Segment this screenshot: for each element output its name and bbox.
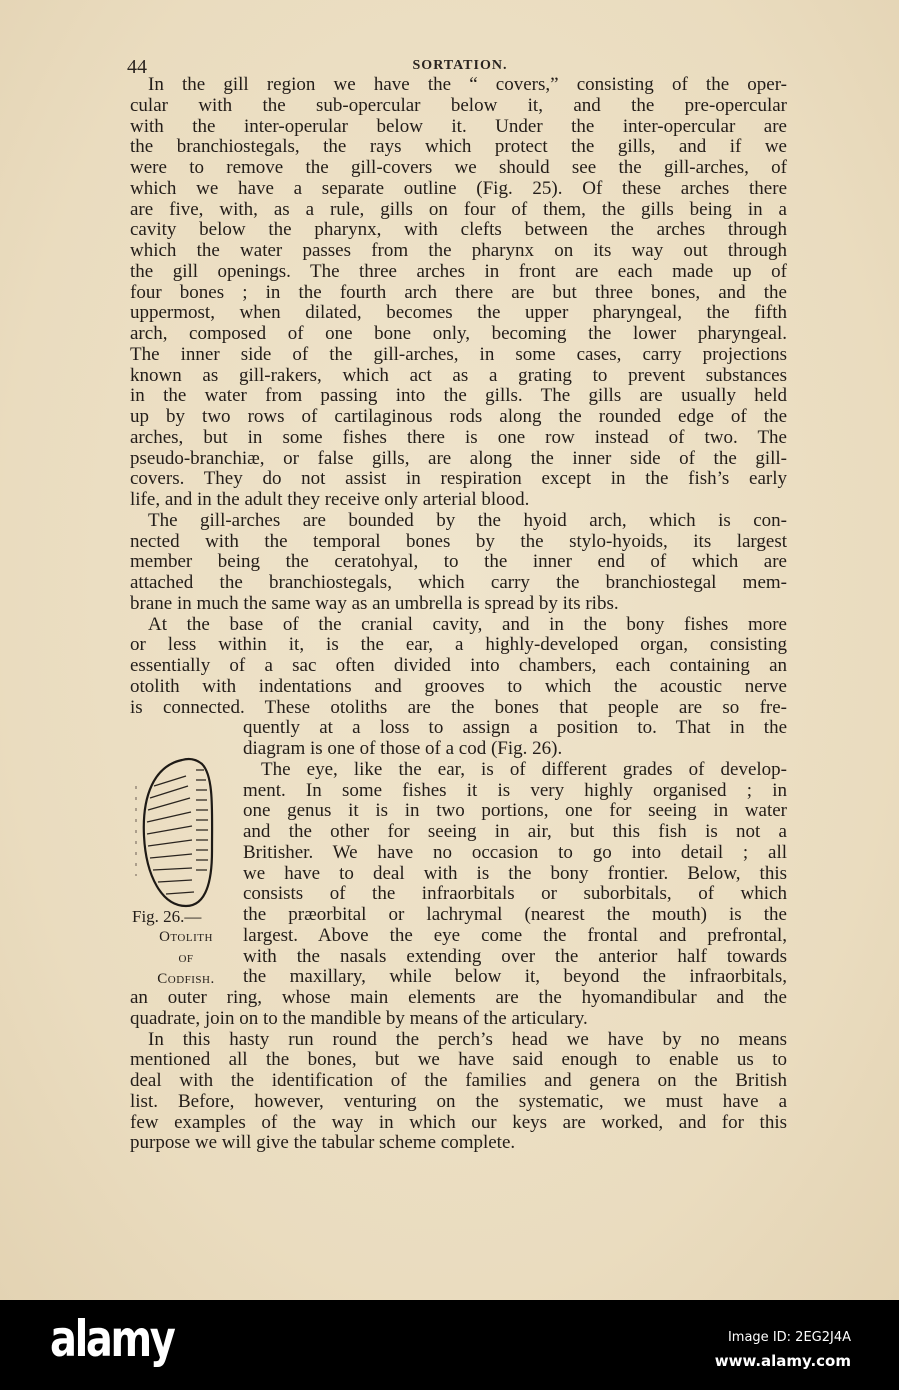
page-number: 44 bbox=[127, 56, 147, 78]
figure-caption bbox=[132, 906, 240, 990]
text-line: the branchiostegals, the rays which protect the gills, and if we bbox=[130, 136, 787, 158]
text-line: we have to deal with is the bony frontier. Below, this bbox=[243, 862, 787, 884]
caption-fig-number: Fig. 26.— bbox=[132, 907, 202, 926]
caption-title: Codfish. bbox=[157, 971, 215, 987]
text-line: are five, with, as a rule, gills on four of them, the gills being in a bbox=[130, 198, 787, 220]
text-line: quadrate, join on to the mandible by means of the articulary. bbox=[130, 1007, 588, 1029]
text-line: which we have a separate outline (Fig. 25). Of these arches there bbox=[130, 177, 787, 199]
text-line: an outer ring, whose main elements are the hyomandibular and the bbox=[130, 987, 787, 1008]
text-line: the præorbital or lachrymal (nearest the mouth) is the bbox=[243, 904, 787, 925]
body-text bbox=[130, 75, 787, 1154]
text-line: The eye, like the ear, is of different grades of develop- bbox=[261, 758, 787, 780]
alamy-logo: alamy bbox=[50, 1310, 174, 1368]
running-head: SORTATION. bbox=[412, 58, 508, 73]
text-line: Britisher. We have no occasion to go into detail ; all bbox=[243, 841, 787, 863]
text-line: purpose we will give the tabular scheme complete. bbox=[130, 1132, 516, 1154]
text-line: essentially of a sac often divided into chambers, each containing an bbox=[130, 655, 787, 676]
text-line: up by two rows of cartilaginous rods along the rounded edge of the bbox=[130, 406, 787, 427]
caption-title: Otolith bbox=[159, 929, 213, 945]
text-line: list. Before, however, venturing on the systematic, we must have a bbox=[130, 1090, 787, 1112]
text-line: attached the branchiostegals, which carry the branchiostegal mem- bbox=[130, 572, 787, 593]
text-line: covers. They do not assist in respiration except in the fish’s early bbox=[130, 468, 787, 490]
caption-title: of bbox=[178, 950, 194, 966]
text-line: arches, but in some fishes there is one row instead of two. The bbox=[130, 426, 787, 448]
text-line: in the water from passing into the gills. The gills are usually held bbox=[130, 385, 787, 407]
text-line: In this hasty run round the perch’s head we have by no means bbox=[148, 1028, 787, 1050]
otolith-figure-illustration bbox=[134, 756, 224, 911]
text-line: life, and in the adult they receive only arterial blood. bbox=[130, 489, 530, 510]
text-line: known as gill-rakers, which act as a grating to prevent substances bbox=[130, 364, 787, 386]
text-line: is connected. These otoliths are the bones that people are so fre- bbox=[130, 696, 787, 718]
text-line: cavity below the pharynx, with clefts between the arches through bbox=[130, 219, 787, 241]
text-line: the maxillary, while below it, beyond the infraorbitals, bbox=[243, 966, 787, 988]
text-line: the gill openings. The three arches in front are each made up of bbox=[130, 260, 787, 282]
image-id: Image ID: 2EG2J4A bbox=[727, 1330, 851, 1345]
site-url: www.alamy.com bbox=[714, 1352, 851, 1370]
text-line: nected with the temporal bones by the stylo-hyoids, its largest bbox=[130, 530, 787, 552]
text-line: and the other for seeing in air, but this fish is not a bbox=[243, 821, 787, 842]
text-line: which the water passes from the pharynx on its way out through bbox=[130, 240, 787, 261]
text-line: The gill-arches are bounded by the hyoid arch, which is con- bbox=[148, 509, 787, 531]
text-line: member being the ceratohyal, to the inner end of which are bbox=[130, 551, 787, 573]
text-line: pseudo-branchiæ, or false gills, are along the inner side of the gill- bbox=[130, 447, 787, 469]
text-line: deal with the identification of the families and genera on the British bbox=[130, 1070, 787, 1091]
text-line: were to remove the gill-covers we should see the gill-arches, of bbox=[130, 157, 787, 178]
text-line: mentioned all the bones, but we have said enough to enable us to bbox=[130, 1049, 787, 1071]
text-line: In the gill region we have the “ covers,” consisting of the oper- bbox=[148, 74, 787, 95]
text-line: The inner side of the gill-arches, in some cases, carry projections bbox=[130, 343, 787, 365]
text-line: otolith with indentations and grooves to which the acoustic nerve bbox=[130, 675, 787, 697]
text-line: largest. Above the eye come the frontal and prefrontal, bbox=[243, 924, 787, 946]
text-line: or less within it, is the ear, a highly-developed organ, consisting bbox=[130, 634, 787, 656]
text-line: diagram is one of those of a cod (Fig. 26). bbox=[243, 738, 563, 759]
text-line: arch, composed of one bone only, becoming the lower pharyngeal. bbox=[130, 323, 787, 344]
text-line: four bones ; in the fourth arch there are but three bones, and the bbox=[130, 281, 787, 303]
text-line: few examples of the way in which our keys are worked, and for this bbox=[130, 1111, 787, 1133]
text-line: ment. In some fishes it is very highly organised ; in bbox=[243, 779, 787, 801]
text-line: brane in much the same way as an umbrella is spread by its ribs. bbox=[130, 592, 619, 614]
text-line: cular with the sub-opercular below it, and the pre-opercular bbox=[130, 94, 787, 116]
text-line: with the nasals extending over the anterior half towards bbox=[243, 945, 787, 967]
text-line: At the base of the cranial cavity, and in the bony fishes more bbox=[148, 613, 787, 635]
text-line: with the inter-operular below it. Under the inter-opercular are bbox=[130, 115, 787, 137]
text-line: uppermost, when dilated, becomes the upper pharyngeal, the fifth bbox=[130, 302, 787, 324]
text-line: consists of the infraorbitals or suborbitals, of which bbox=[243, 883, 787, 905]
text-line: quently at a loss to assign a position to. That in the bbox=[243, 717, 787, 739]
text-line: one genus it is in two portions, one for seeing in water bbox=[243, 800, 787, 822]
watermark-footer bbox=[0, 1300, 899, 1390]
